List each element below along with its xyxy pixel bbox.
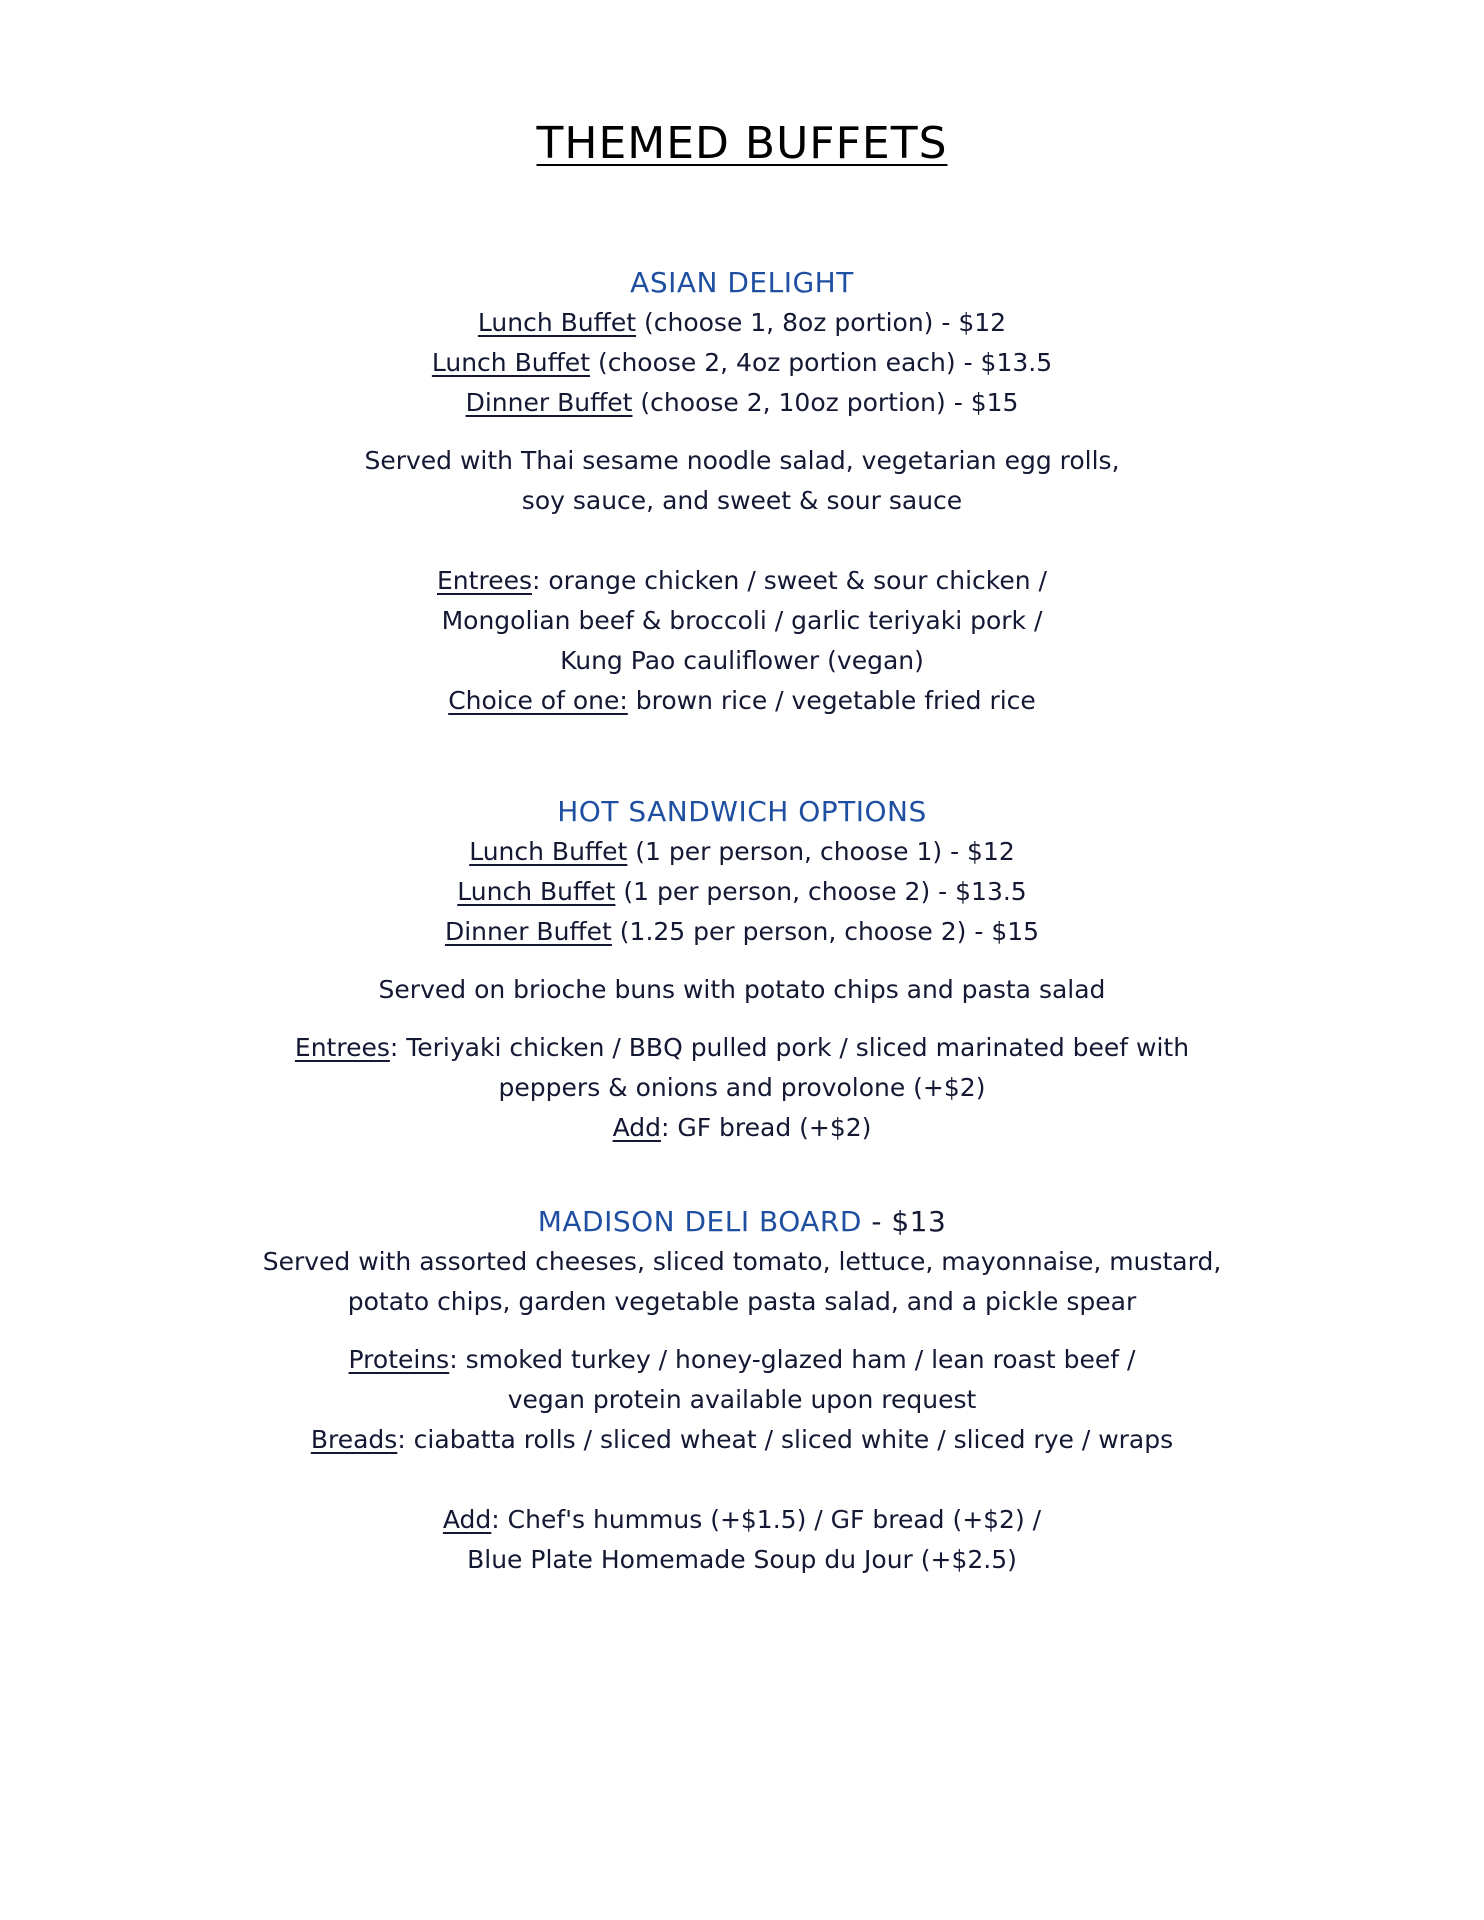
proteins-label: Proteins [348, 1345, 450, 1374]
option-detail: (1 per person, choose 1) - $12 [627, 837, 1015, 866]
add-text: : Chef's hummus (+$1.5) / GF bread (+$2) / [491, 1505, 1042, 1534]
buffet-option [0, 383, 1484, 423]
add-line [0, 1108, 1484, 1148]
served-with-text: Served with Thai sesame noodle salad, vegetarian egg rolls, [364, 446, 1120, 475]
option-detail: (1.25 per person, choose 2) - $15 [611, 917, 1040, 946]
entrees-line [0, 1028, 1484, 1068]
option-label: Lunch Buffet [457, 877, 616, 906]
breads-text: : ciabatta rolls / sliced wheat / sliced white / sliced rye / wraps [397, 1425, 1174, 1454]
proteins-text: : smoked turkey / honey-glazed ham / lean roast beef / [449, 1345, 1136, 1374]
add-label: Add [442, 1505, 492, 1534]
section-madison-deli-board [0, 1202, 1484, 1580]
served-with-text: potato chips, garden vegetable pasta salad, and a pickle spear [347, 1287, 1137, 1316]
option-detail: (choose 2, 4oz portion each) - $13.5 [590, 348, 1053, 377]
option-label: Lunch Buffet [477, 308, 637, 337]
option-label: Lunch Buffet [431, 348, 590, 377]
breads-line [0, 1420, 1484, 1460]
entrees-line: Mongolian beef & broccoli / garlic teriyaki pork / [441, 606, 1043, 635]
served-with-text: Served with assorted cheeses, sliced tomato, lettuce, mayonnaise, mustard, [262, 1247, 1222, 1276]
entrees-text: : orange chicken / sweet & sour chicken / [531, 566, 1047, 595]
choice-label: Choice of one: [448, 686, 628, 715]
served-with-text: soy sauce, and sweet & sour sauce [521, 486, 963, 515]
option-detail: (choose 1, 8oz portion) - $12 [636, 308, 1007, 337]
entrees-label: Entrees [294, 1033, 390, 1062]
option-detail: (choose 2, 10oz portion) - $15 [632, 388, 1019, 417]
choice-line [0, 681, 1484, 721]
add-line: Blue Plate Homemade Soup du Jour (+$2.5) [467, 1545, 1017, 1574]
buffet-option [0, 832, 1484, 872]
section-price: - $13 [861, 1205, 947, 1238]
served-with-text: Served on brioche buns with potato chips and pasta salad [378, 975, 1106, 1004]
page-title: THEMED BUFFETS [536, 118, 948, 169]
buffet-option [0, 343, 1484, 383]
buffet-option [0, 303, 1484, 343]
entrees-label: Entrees [437, 566, 532, 595]
entrees-line: peppers & onions and provolone (+$2) [498, 1073, 986, 1102]
breads-label: Breads [310, 1425, 398, 1454]
proteins-line [0, 1340, 1484, 1380]
proteins-line: vegan protein available upon request [507, 1385, 977, 1414]
entrees-line: Kung Pao cauliflower (vegan) [560, 646, 924, 675]
add-text: : GF bread (+$2) [660, 1113, 872, 1142]
option-label: Dinner Buffet [444, 917, 612, 946]
choice-text: brown rice / vegetable fried rice [627, 686, 1036, 715]
section-asian-delight [0, 263, 1484, 721]
buffet-option [0, 872, 1484, 912]
section-title-text: MADISON DELI BOARD [537, 1205, 862, 1238]
option-detail: (1 per person, choose 2) - $13.5 [615, 877, 1027, 906]
option-label: Lunch Buffet [469, 837, 628, 866]
section-title: HOT SANDWICH OPTIONS [557, 795, 927, 828]
section-hot-sandwich [0, 792, 1484, 1148]
entrees-text: : Teriyaki chicken / BBQ pulled pork / sliced marinated beef with [389, 1033, 1190, 1062]
add-label: Add [612, 1113, 661, 1142]
section-title [0, 1202, 1484, 1242]
add-line [0, 1500, 1484, 1540]
entrees-line [0, 561, 1484, 601]
buffet-option [0, 912, 1484, 952]
option-label: Dinner Buffet [465, 388, 633, 417]
section-title: ASIAN DELIGHT [630, 266, 854, 299]
